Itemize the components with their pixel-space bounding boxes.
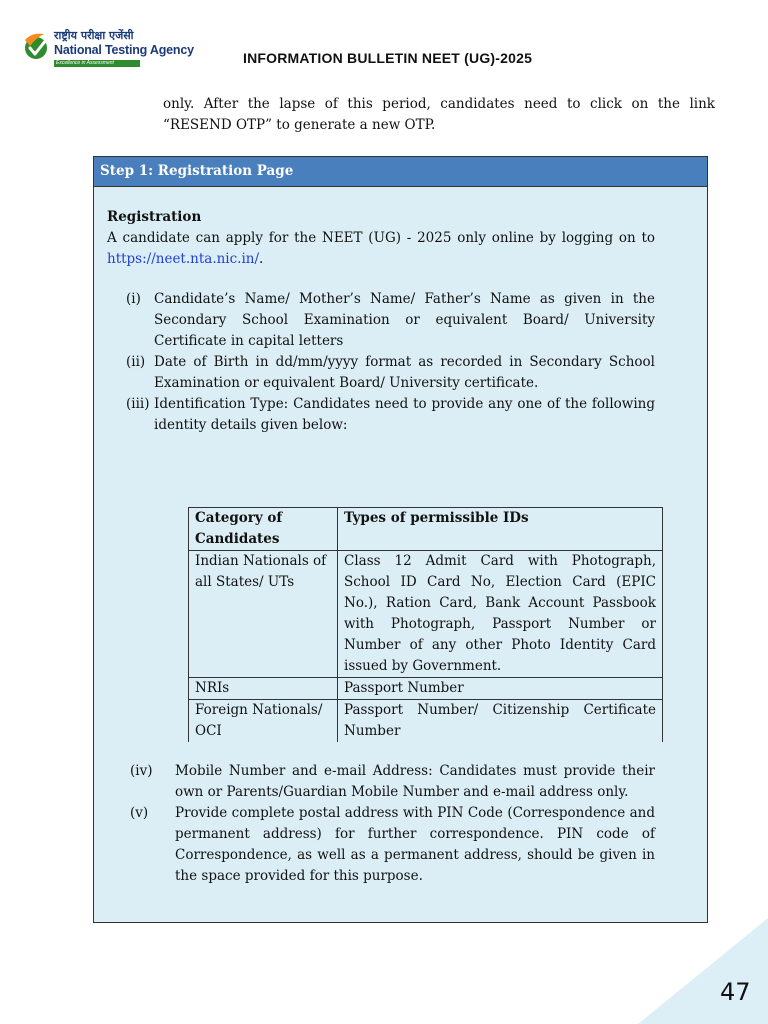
item-number: (iv) xyxy=(130,763,153,779)
item-text: Candidate’s Name/ Mother’s Name/ Father’s Name as given in the Secondary School Examination or equivalent Board/ University Certificate in capital letters xyxy=(154,291,655,349)
list-item xyxy=(107,761,655,803)
registration-text-end: . xyxy=(259,251,264,267)
table-cell-category: Indian Nationals of all States/ UTs xyxy=(189,551,338,678)
registration-text-body: A candidate can apply for the NEET (UG) - 2025 only online by logging on to xyxy=(107,230,655,246)
nta-logo-icon xyxy=(24,30,50,62)
logo-tagline: Excellence in Assessment xyxy=(54,60,140,67)
table-header-row xyxy=(189,508,663,551)
corner-decoration xyxy=(638,918,768,1024)
bulletin-title: INFORMATION BULLETIN NEET (UG)-2025 xyxy=(243,50,533,66)
step-1-title: Step 1: Registration Page xyxy=(94,157,707,187)
table-row xyxy=(189,678,663,700)
list-item xyxy=(107,394,655,436)
permissible-ids-table xyxy=(188,507,663,742)
item-text: Identification Type: Candidates need to provide any one of the following identity details given below: xyxy=(154,396,655,433)
logo-hindi-text: राष्ट्रीय परीक्षा एजेंसी xyxy=(54,29,134,42)
table-header-ids: Types of permissible IDs xyxy=(338,508,663,551)
registration-heading: Registration xyxy=(107,209,202,225)
table-cell-ids: Passport Number xyxy=(338,678,663,700)
list-item xyxy=(107,289,655,352)
step-1-box xyxy=(93,156,708,923)
intro-line-1: only. After the lapse of this period, candidates need to click on the link xyxy=(163,96,715,112)
list-item xyxy=(107,803,655,887)
page-number: 47 xyxy=(720,978,751,1006)
item-text: Date of Birth in dd/mm/yyyy format as recorded in Secondary School Examination or equivalent Board/ University certificate. xyxy=(154,354,655,391)
step-1-content xyxy=(107,207,656,884)
table-header-category: Category of Candidates xyxy=(189,508,338,551)
item-text: Provide complete postal address with PIN Code (Correspondence and permanent address) for further correspondence. PIN code of Correspondence, as well as a permanent address, should be given in the space provided for this purpose. xyxy=(175,805,655,884)
item-number: (i) xyxy=(126,291,141,307)
table-cell-ids: Class 12 Admit Card with Photograph, School ID Card No, Election Card (EPIC No.), Ration Card, Bank Account Passbook with Photograph, Passport Number or Number of any other Photo Identity Card issued by Government. xyxy=(338,551,663,678)
registration-text xyxy=(107,228,655,270)
registration-link[interactable]: https://neet.nta.nic.in/ xyxy=(107,251,260,267)
item-number: (v) xyxy=(130,805,149,821)
item-number: (iii) xyxy=(126,396,150,412)
contact-requirements-list xyxy=(107,761,655,887)
nta-logo xyxy=(24,28,194,70)
logo-agency-name: National Testing Agency xyxy=(54,43,194,57)
table-cell-category: Foreign Nationals/ OCI xyxy=(189,700,338,743)
requirements-list xyxy=(107,289,655,436)
item-text: Mobile Number and e-mail Address: Candidates must provide their own or Parents/Guardian Mobile Number and e-mail address only. xyxy=(175,763,655,800)
table-row xyxy=(189,700,663,743)
intro-paragraph xyxy=(163,94,715,136)
intro-line-2: “RESEND OTP” to generate a new OTP. xyxy=(163,117,436,133)
table-cell-category: NRIs xyxy=(189,678,338,700)
table-cell-ids: Passport Number/ Citizenship Certificate Number xyxy=(338,700,663,743)
item-number: (ii) xyxy=(126,354,146,370)
list-item xyxy=(107,352,655,394)
table-row xyxy=(189,551,663,678)
